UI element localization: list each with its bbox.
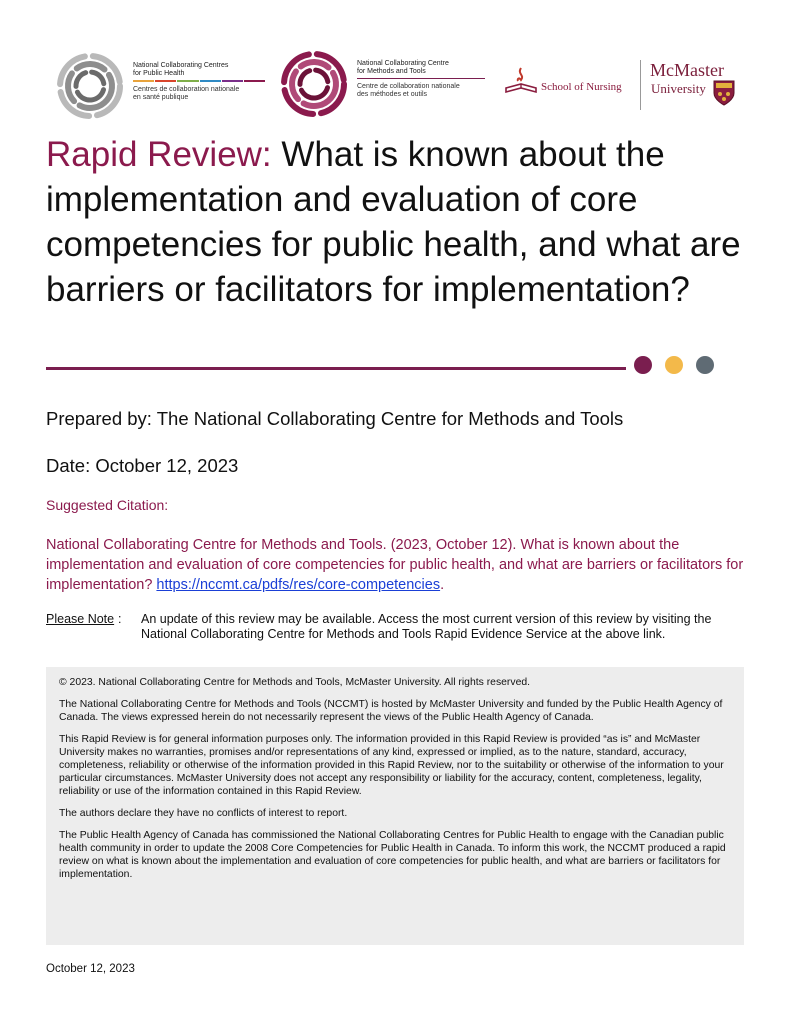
mcmaster-university: University <box>651 81 706 96</box>
note-colon: : <box>118 612 122 626</box>
hosting-text: The National Collaborating Centre for Methods and Tools (NCCMT) is hosted by McMaster University and funded by the Public Health Agency of Canada. The views expressed herein do not necessarily represent the views of the Public Health Agency of Canada. <box>59 699 723 723</box>
nccmt-logo-icon <box>278 48 350 120</box>
page-title <box>46 132 746 312</box>
decor-dot-gold <box>665 356 683 374</box>
ncc-color-bars <box>133 80 265 82</box>
title-divider <box>46 367 626 370</box>
prepared-by: Prepared by: The National Collaborating Centre for Methods and Tools <box>46 408 624 429</box>
citation-text: National Collaborating Centre for Methods and Tools. (2023, October 12). What is known about the implementation and evaluation of core competencies for public health, and what are barriers or facilitators for implementation? <box>46 537 744 593</box>
nccmt-name-fr: Centre de collaboration nationale des méthodes et outils <box>357 83 460 98</box>
conflicts-text: The authors declare they have no conflicts of interest to report. <box>59 808 348 819</box>
mcmaster-crest-icon <box>713 80 735 106</box>
note-text: An update of this review may be available. Access the most current version of this review by visiting the National Collaborating Centre for Methods and Tools Rapid Evidence Service at the above link. <box>141 612 712 641</box>
nursing-lamp-icon <box>503 66 539 98</box>
decor-dot-grey <box>696 356 714 374</box>
nccmt-name-en: National Collaborating Centre for Methods and Tools <box>357 60 449 75</box>
ncc-name-en: National Collaborating Centres for Public Health <box>133 62 229 77</box>
commission-text: The Public Health Agency of Canada has commissioned the National Collaborating Centres for Public Health to engage with the Canadian public health community in order to update the 2008 Core Competencies for Public Health in Canada. To inform this work, the NCCMT produced a rapid review on what is known about the implementation and evaluation of core competencies for public health, and what are barriers or facilitators for implementation. <box>59 830 726 880</box>
date: Date: October 12, 2023 <box>46 455 239 476</box>
title-text: What is known about the implementation and evaluation of core competencies for public health, and what are barriers or facilitators for implementation? <box>46 135 741 309</box>
citation-link[interactable]: https://nccmt.ca/pdfs/res/core-competencies <box>156 577 441 593</box>
citation <box>46 535 746 595</box>
mcmaster-divider <box>640 60 641 110</box>
title-accent: Rapid Review: <box>46 135 272 174</box>
nccmt-divider <box>357 78 485 79</box>
school-of-nursing: School of Nursing <box>541 81 622 93</box>
ncc-logo-icon <box>54 50 126 122</box>
disclaimer-box <box>46 667 744 945</box>
footer-date: October 12, 2023 <box>46 963 135 975</box>
note-label: Please Note <box>46 612 115 626</box>
ncc-name-fr: Centres de collaboration nationale en santé publique <box>133 86 240 101</box>
mcmaster-name: McMaster <box>650 60 724 80</box>
citation-end: . <box>440 577 445 593</box>
suggested-citation-label: Suggested Citation: <box>46 497 169 513</box>
purpose-text: This Rapid Review is for general information purposes only. The information provided in this Rapid Review is provided “as is” and McMaster University makes no warranties, promises and/or representations of any kind, expressed or implied, as to the nature, standard, accuracy, completeness, reliability or otherwise of the information provided in this Rapid Review, nor to the suitability or otherwise of the information to your particular circumstances. McMaster University does not accept any responsibility or liability for the accuracy, content, completeness, legality, reliability or use of the information contained in this Rapid Review. <box>59 734 724 797</box>
decor-dot-maroon <box>634 356 652 374</box>
copyright-text: © 2023. National Collaborating Centre for Methods and Tools, McMaster University. All rights reserved. <box>59 677 531 688</box>
